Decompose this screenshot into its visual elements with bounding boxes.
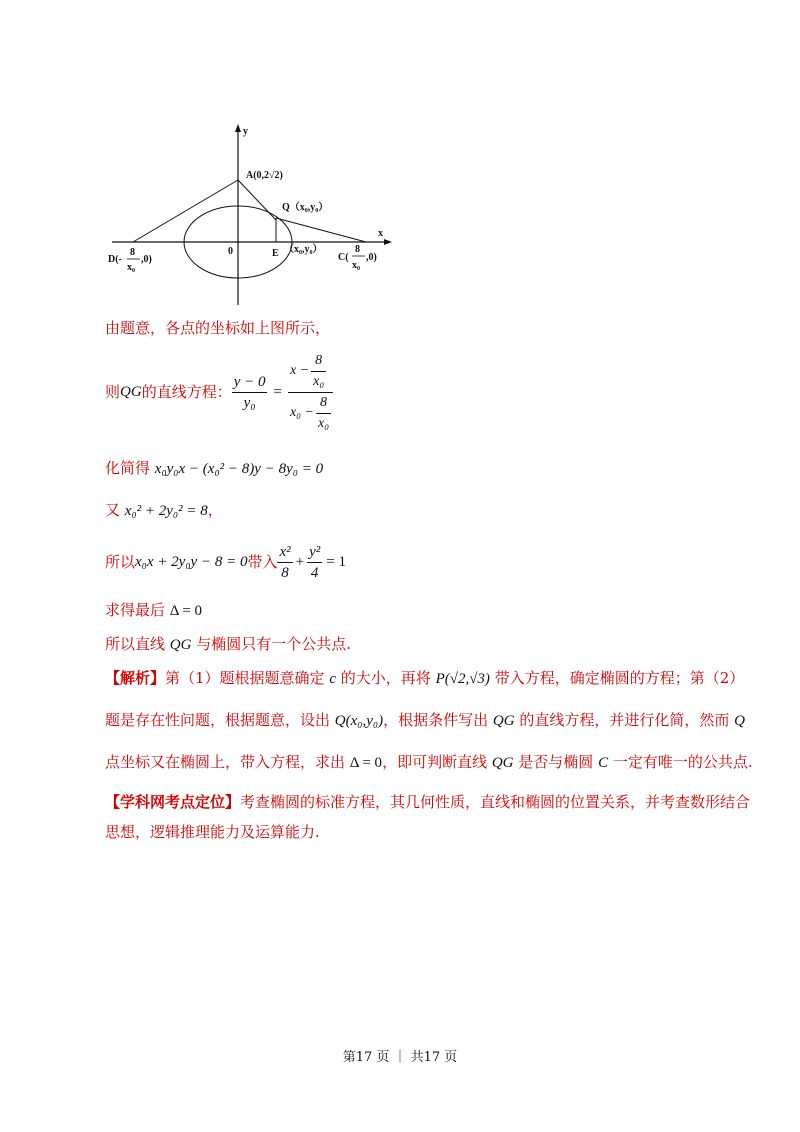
- segment-AC: [238, 180, 276, 220]
- label-C-num: 8: [355, 244, 360, 255]
- label-G: （x₀,y₀）: [284, 244, 323, 255]
- fraction-y-over-y0: $\frac{y - 0}{\text{y₀}}$: [233, 373, 266, 411]
- label-C-suffix: ,0): [366, 252, 377, 263]
- label-Q: Q（x₀,y₀）: [282, 202, 329, 213]
- kaodian-line-1: 【学科网考点定位】考查椭圆的标准方程，其几何性质，直线和椭圆的位置关系，并考查数形结合: [105, 793, 751, 811]
- x-axis-label: x: [378, 228, 383, 239]
- analysis-line-1: 【解析】第（1）题根据题意确定 c 的大小，再将 P(√2,√3) 带入方程，确定椭圆的方程；第（2）: [105, 669, 745, 687]
- y-axis-arrow: [235, 124, 241, 132]
- solution-line-7: 所以直线 QG 与椭圆只有一个公共点.: [105, 635, 351, 653]
- label-C-prefix: C(: [338, 252, 349, 263]
- label-C-den: x₀: [352, 260, 360, 271]
- label-D-prefix: D(-: [108, 254, 122, 265]
- solution-line-2: 则 QG 的直线方程： $\frac{y - 0}{\text{y₀}}$ = x − $\frac{8}{\text{x₀}}$ x₀ − $\frac{8}{\text{x₀}}$: [105, 352, 333, 432]
- page-footer: 第17 页 ｜ 共17 页: [342, 1050, 458, 1065]
- label-E: E: [272, 248, 279, 259]
- analysis-line-2: 题是存在性问题，根据题意，设出 Q(x₀,y₀)，根据条件写出 QG 的直线方程，并进行化简，然而 Q: [105, 711, 745, 729]
- x-axis-arrow: [384, 239, 392, 245]
- y-axis-label: y: [243, 126, 248, 137]
- solution-line-1: 由题意，各点的坐标如上图所示，: [105, 319, 331, 337]
- solution-line-3: 化简得 x₀y₀x − (x₀² − 8)y − 8y₀ = 0: [105, 459, 324, 477]
- solution-line-4: 又 x₀² + 2y₀² = 8，: [105, 501, 223, 519]
- label-D-num: 8: [130, 247, 135, 258]
- label-D-den: x₀: [127, 262, 135, 273]
- label-origin: 0: [228, 246, 233, 257]
- coordinate-figure: [100, 120, 400, 310]
- solution-line-6: 求得最后 Δ = 0: [105, 601, 203, 619]
- label-D-suffix: ,0): [141, 254, 152, 265]
- solution-line-5: 所以 x₀x + 2y₀y − 8 = 0 带入 $\frac{\text{x²}}{8}$ + $\frac{\text{y²}}{4}$ = 1: [105, 543, 346, 581]
- fraction-x-over-x0: x − $\frac{8}{\text{x₀}}$ x₀ − $\frac{8}{\text{x₀}}$: [288, 351, 333, 434]
- kaodian-line-2: 思想，逻辑推理能力及运算能力.: [105, 823, 320, 841]
- label-A: A(0,2√2): [246, 170, 283, 181]
- analysis-line-3: 点坐标又在椭圆上，带入方程，求出 Δ = 0，即可判断直线 QG 是否与椭圆 C 一定有唯一的公共点.: [105, 753, 753, 771]
